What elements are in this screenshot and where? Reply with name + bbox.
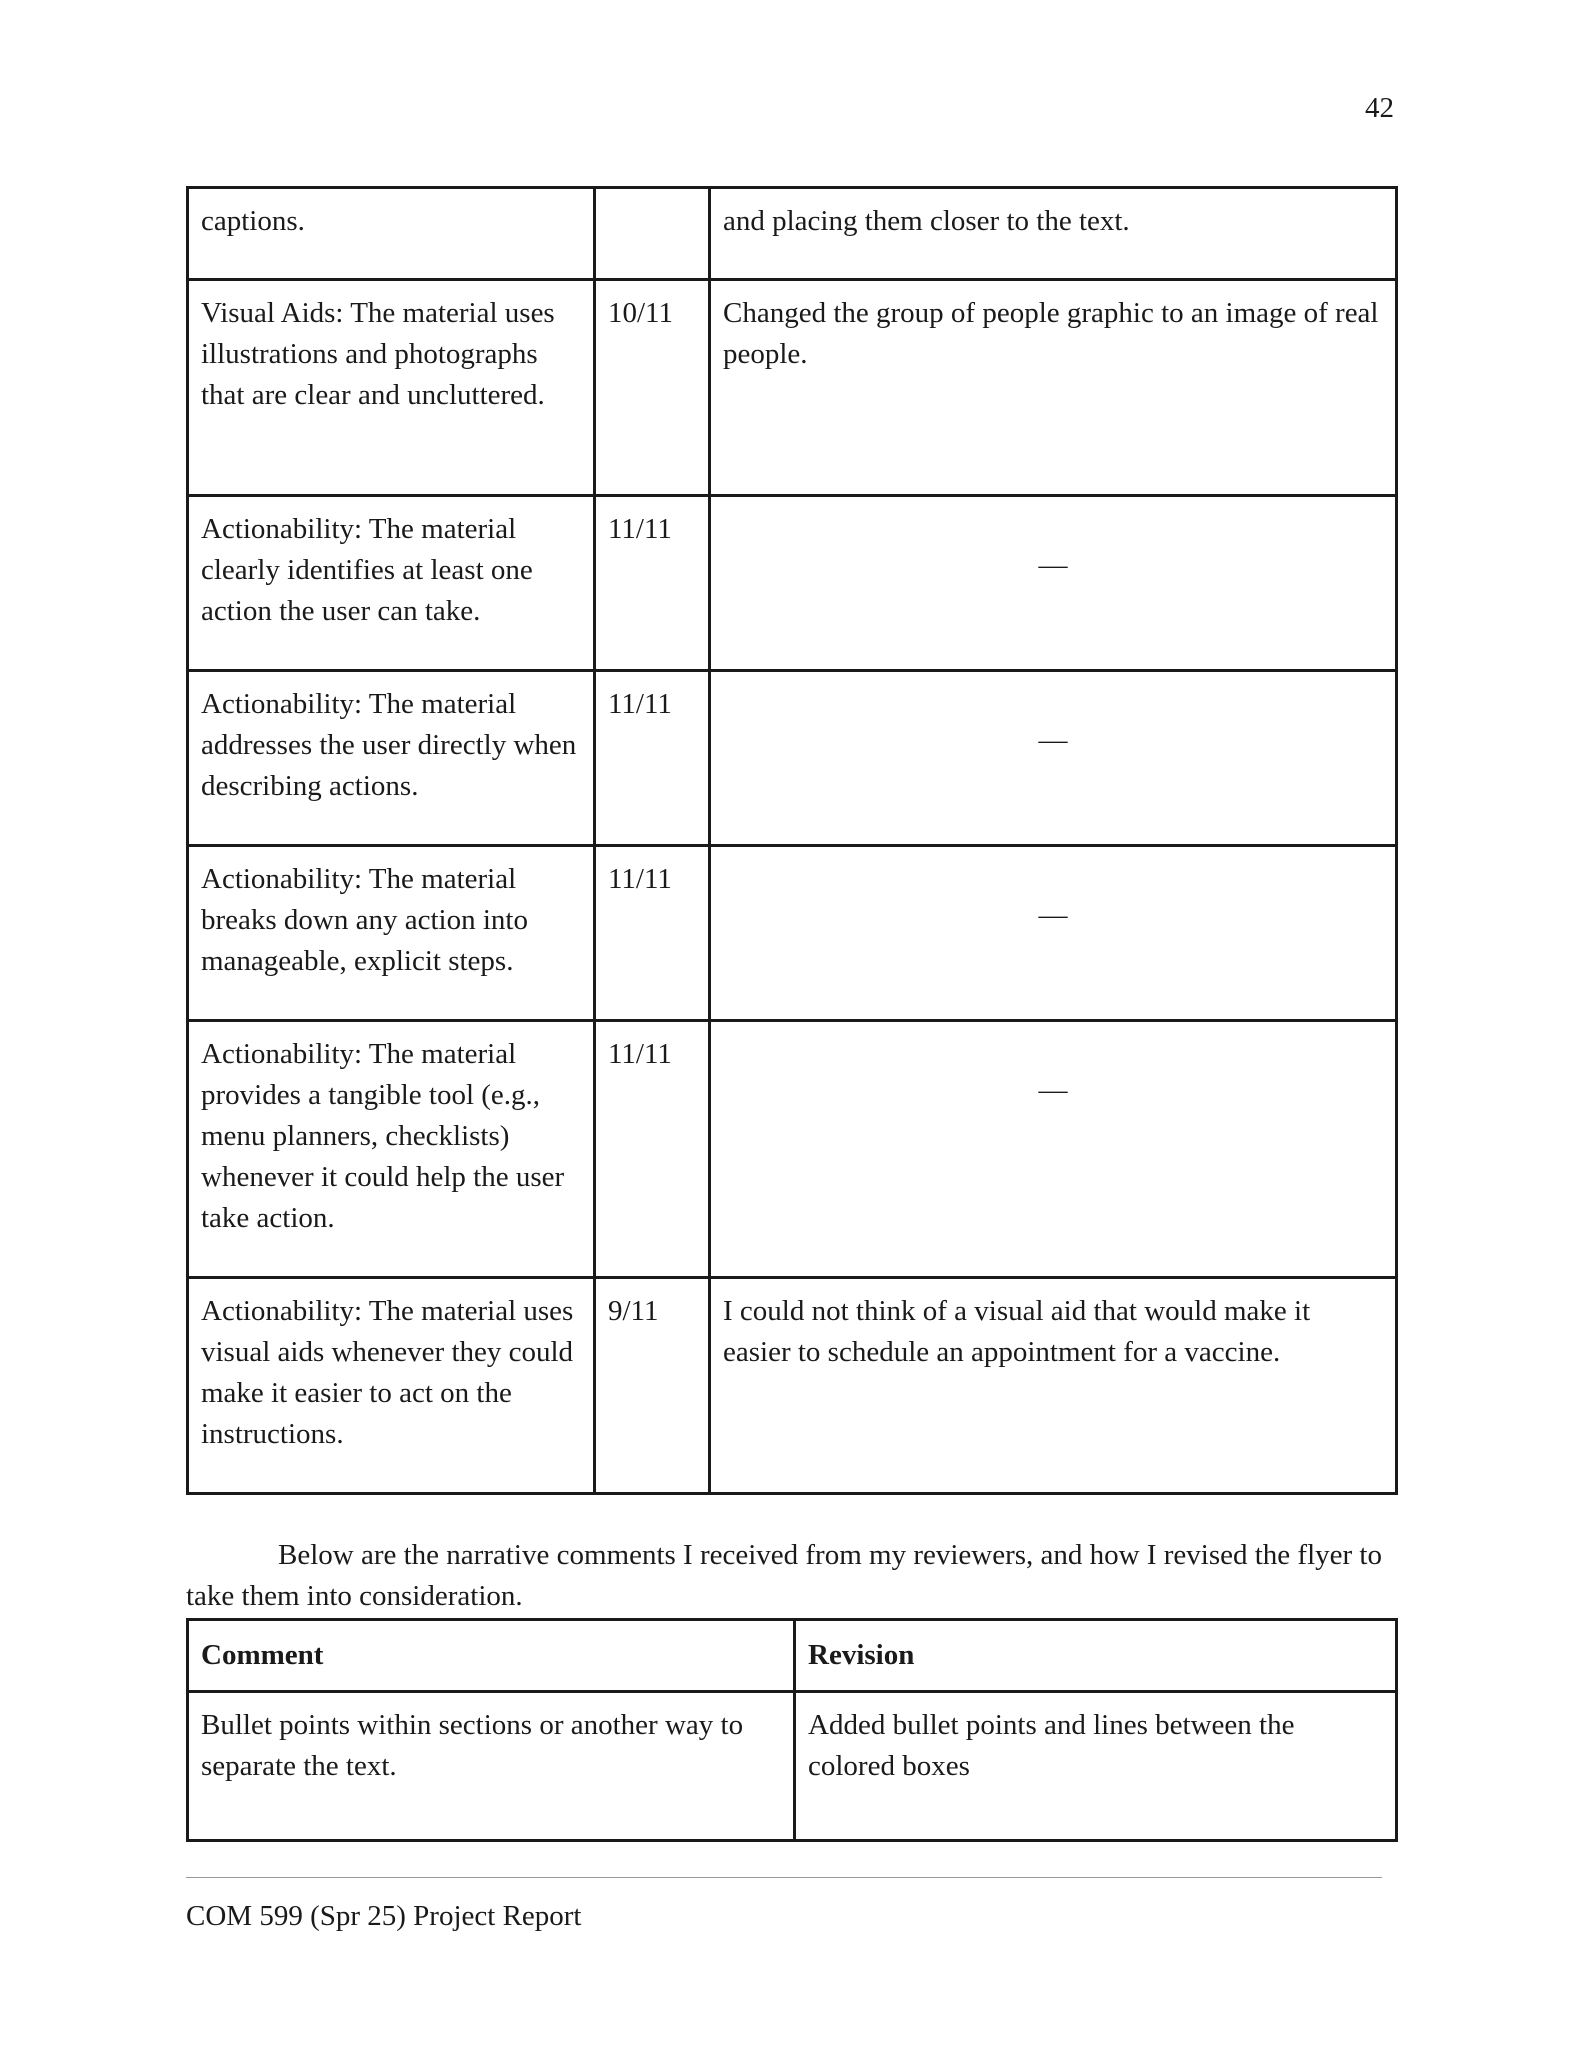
score-cell xyxy=(595,188,710,280)
score-cell: 11/11 xyxy=(595,496,710,671)
column-header-revision: Revision xyxy=(795,1620,1397,1692)
intro-text: Below are the narrative comments I received from my reviewers, and how I revised the flyer to take them into consideration. xyxy=(186,1539,1382,1612)
score-cell: 11/11 xyxy=(595,1021,710,1278)
criterion-cell: Visual Aids: The material uses illustrations and photographs that are clear and uncluttered. xyxy=(188,280,595,496)
table-row xyxy=(188,496,1397,671)
criterion-cell: Actionability: The material uses visual aids whenever they could make it easier to act on the instructions. xyxy=(188,1278,595,1494)
criterion-cell: Actionability: The material addresses the user directly when describing actions. xyxy=(188,671,595,846)
score-cell: 11/11 xyxy=(595,846,710,1021)
table-row xyxy=(188,1021,1397,1278)
criterion-cell: Actionability: The material clearly identifies at least one action the user can take. xyxy=(188,496,595,671)
score-cell: 9/11 xyxy=(595,1278,710,1494)
table-row xyxy=(188,188,1397,280)
footer-text: COM 599 (Spr 25) Project Report xyxy=(186,1900,582,1932)
score-cell: 10/11 xyxy=(595,280,710,496)
revision-cell: — xyxy=(710,1021,1397,1278)
revision-cell: — xyxy=(710,496,1397,671)
table-row xyxy=(188,671,1397,846)
criterion-cell: Actionability: The material breaks down any action into manageable, explicit steps. xyxy=(188,846,595,1021)
table-header-row xyxy=(188,1620,1397,1692)
criterion-cell: captions. xyxy=(188,188,595,280)
revision-cell: I could not think of a visual aid that would make it easier to schedule an appointment for a vaccine. xyxy=(710,1278,1397,1494)
revision-cell: Added bullet points and lines between the colored boxes xyxy=(795,1692,1397,1841)
column-header-comment: Comment xyxy=(188,1620,795,1692)
table-row xyxy=(188,846,1397,1021)
revision-cell: Changed the group of people graphic to an image of real people. xyxy=(710,280,1397,496)
revision-cell: — xyxy=(710,671,1397,846)
score-cell: 11/11 xyxy=(595,671,710,846)
comment-table xyxy=(186,1618,1398,1842)
footer-divider xyxy=(186,1877,1382,1878)
table-row xyxy=(188,1692,1397,1841)
criterion-cell: Actionability: The material provides a tangible tool (e.g., menu planners, checklists) whenever it could help the user take action. xyxy=(188,1021,595,1278)
rating-table xyxy=(186,186,1398,1495)
revision-cell: and placing them closer to the text. xyxy=(710,188,1397,280)
revision-cell: — xyxy=(710,846,1397,1021)
table-row xyxy=(188,280,1397,496)
page-number: 42 xyxy=(1365,92,1394,124)
comment-cell: Bullet points within sections or another way to separate the text. xyxy=(188,1692,795,1841)
table-row xyxy=(188,1278,1397,1494)
intro-paragraph xyxy=(186,1535,1398,1617)
